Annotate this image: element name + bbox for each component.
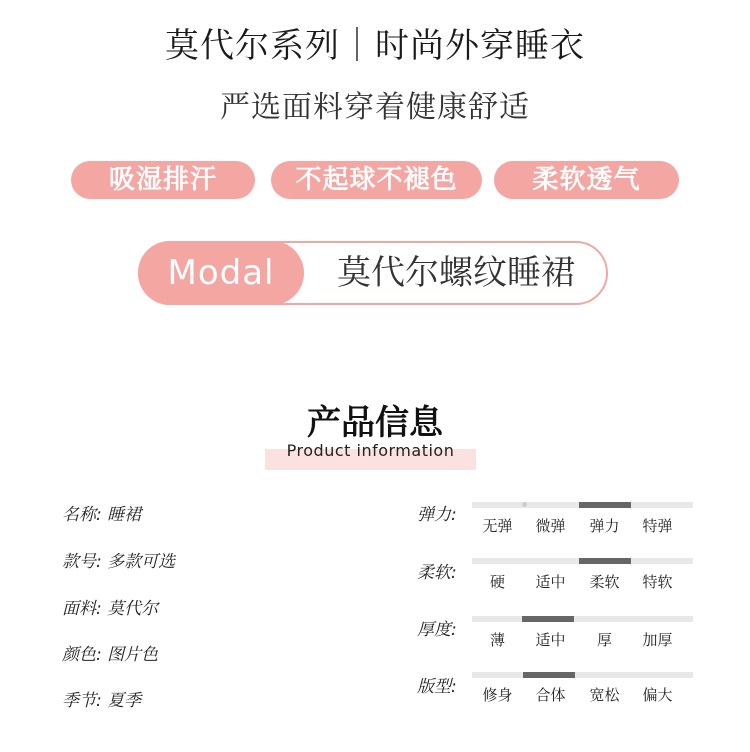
scale-selected-fit	[523, 672, 575, 678]
scale-marker-dot	[522, 502, 527, 507]
scale-option: 特软	[642, 573, 673, 591]
scale-option: 修身	[482, 686, 513, 704]
info-label: 面料:	[62, 599, 102, 619]
scale-option: 柔软	[589, 573, 620, 591]
scale-track-thickness	[472, 616, 693, 622]
info-value: 睡裙	[107, 505, 142, 525]
scale-option: 适中	[535, 573, 566, 591]
info-label: 颜色:	[62, 645, 102, 665]
info-value: 多款可选	[107, 552, 176, 572]
info-row-style-no	[62, 547, 175, 572]
scale-track-fit	[472, 672, 693, 678]
scale-option: 适中	[535, 631, 566, 649]
scale-option: 厚	[596, 631, 612, 649]
scale-option: 薄	[489, 631, 505, 649]
scale-label-elasticity: 弹力:	[417, 505, 457, 525]
scale-option: 无弹	[482, 517, 513, 535]
info-label: 款号:	[62, 552, 102, 572]
info-value: 莫代尔	[107, 599, 159, 619]
scale-option: 微弹	[535, 517, 566, 535]
scale-selected-elasticity	[579, 502, 631, 508]
info-label: 名称:	[62, 505, 102, 525]
banner-product-name: 莫代尔螺纹睡裙	[337, 253, 575, 293]
info-value: 夏季	[107, 691, 142, 711]
scale-option: 宽松	[589, 686, 620, 704]
scale-label-fit: 版型:	[417, 677, 457, 697]
section-subtitle: Product information	[286, 441, 455, 460]
scale-option: 特弹	[642, 517, 673, 535]
section-title: 产品信息	[307, 403, 443, 443]
banner-material-label: Modal	[138, 241, 304, 305]
feature-badge-moisture: 吸湿排汗	[71, 161, 255, 199]
info-value: 图片色	[107, 645, 159, 665]
page-title: 莫代尔系列｜时尚外穿睡衣	[165, 26, 585, 66]
scale-option: 合体	[535, 686, 566, 704]
info-row-season	[62, 686, 141, 711]
page-subtitle: 严选面料穿着健康舒适	[220, 90, 530, 125]
info-row-name	[62, 500, 141, 525]
scale-label-thickness: 厚度:	[417, 620, 457, 640]
scale-option: 偏大	[642, 686, 673, 704]
scale-selected-softness	[579, 558, 631, 564]
scale-option: 硬	[489, 573, 505, 591]
feature-badge-soft: 柔软透气	[494, 161, 679, 199]
info-row-color	[62, 640, 158, 665]
info-label: 季节:	[62, 691, 102, 711]
info-row-fabric	[62, 594, 158, 619]
feature-badge-no-pilling: 不起球不褪色	[271, 161, 482, 199]
scale-option: 加厚	[642, 631, 673, 649]
scale-selected-thickness	[522, 616, 574, 622]
scale-label-softness: 柔软:	[417, 563, 457, 583]
scale-option: 弹力	[589, 517, 620, 535]
